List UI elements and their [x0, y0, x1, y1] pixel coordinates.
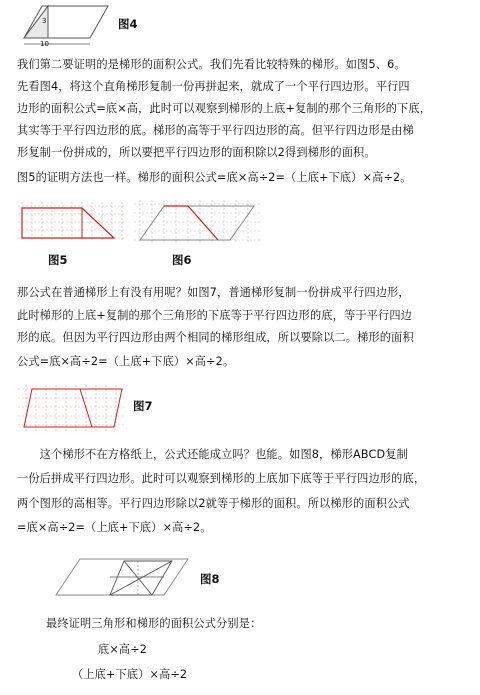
- para1-line-1: 我们第二要证明的是梯形的面积公式。我们先看比较特殊的梯形。如图5、6。: [17, 58, 406, 71]
- para2-line-4: 公式=底×高÷2=（上底+下底）×高÷2。: [17, 355, 235, 368]
- para2-line-2: 此时梯形的上底+复制的那个三角形的下底等于平行四边形的底，等于平行四边: [17, 309, 413, 322]
- para3-line-2: 一份后拼成平行四边形。此时可以观察到梯形的上底加下底等于平行四边形的底，: [17, 472, 426, 485]
- para3-line-4: =底×高÷2=（上底+下底）×高÷2。: [17, 521, 212, 534]
- fig7-caption: 图7: [133, 399, 153, 413]
- fig8-caption: 图8: [200, 572, 220, 586]
- para1-line-2: 先看图4，将这个直角梯形复制一份再拼起来，就成了一个平行四边形。平行四: [17, 80, 410, 93]
- para3-line-1: 这个梯形不在方格纸上，公式还能成立吗？也能。如图8，梯形ABCD复制: [17, 448, 408, 461]
- fig4-caption: 图4: [118, 17, 138, 31]
- trapezoid-formula: （上底+下底）×高÷2: [72, 668, 188, 681]
- figure-7-diagram: [18, 385, 124, 431]
- para1-line-5: 形复制一份拼成的，所以要把平行四边形的面积除以2得到梯形的面积。: [17, 146, 376, 159]
- para3-line-3: 两个图形的高相等。平行四边形除以2就等于梯形的面积。所以梯形的面积公式: [17, 497, 410, 510]
- fig4-height-label: 3: [42, 17, 47, 25]
- figure-8-diagram: [52, 555, 192, 601]
- figure-5-diagram: [18, 202, 126, 242]
- fig6-caption: 图6: [172, 253, 192, 267]
- para2-line-1: 那公式在普通梯形上有没有用呢？如图7，普通梯形复制一份拼成平行四边形，: [17, 286, 410, 299]
- fig5-caption: 图5: [48, 253, 68, 267]
- para1-line-3: 边形的面积公式=底×高，此时可以观察到梯形的上底+复制的那个三角形的下底，: [17, 102, 432, 115]
- triangle-formula: 底×高÷2: [98, 643, 147, 656]
- para1-line-4: 其实等于平行四边形的底。梯形的高等于平行四边形的高。但平行四边形是由梯: [17, 124, 414, 137]
- figure-6-diagram: [134, 200, 260, 244]
- final-intro: 最终证明三角形和梯形的面积公式分别是：: [46, 617, 262, 630]
- fig4-base-label: 10: [40, 40, 49, 48]
- para2-line-3: 形的底。但因为平行四边形由两个相同的梯形组成，所以要除以二。梯形的面积: [17, 331, 414, 344]
- para1-line-6: 图5的证明方法也一样。梯形的面积公式=底×高÷2=（上底+下底）×高÷2。: [17, 171, 412, 184]
- figure-4-diagram: [18, 0, 110, 48]
